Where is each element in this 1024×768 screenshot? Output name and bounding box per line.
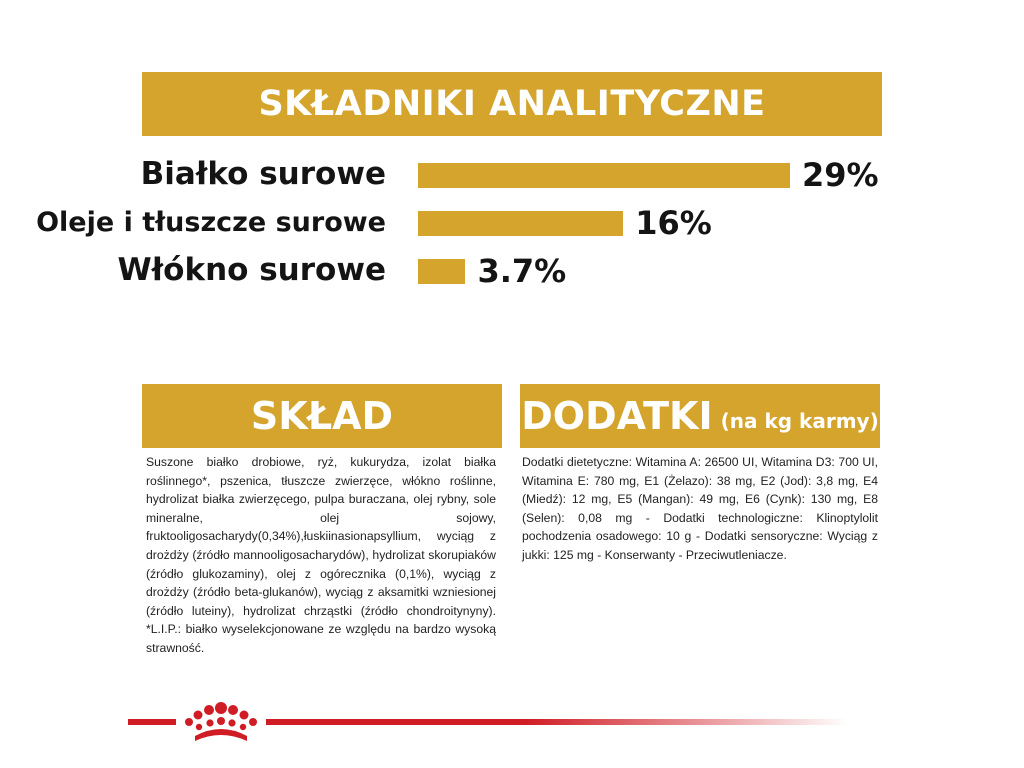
sklad-text: Suszone białko drobiowe, ryż, kukurydza, izolat białka roślinnego*, pszenica, tłuszcze zwierzęce, włókno roślinne, hydrolizat białka zwierzęcego, pulpa buraczana, olej rybny, sole mineralne, olej sojowy, fruktooligosacharydy(0,34%),łuskiinasionapsyllium, wyciąg z drożdży (źródło mannooligosacharydów), hydrolizat skorupiaków (źródło glukozaminy), olej z ogórecznika (0,1%), wyciąg z drożdży (źródło beta-glukanów), wyciąg z aksamitki wzniesionej (źródło luteiny), hydrolizat chrząstki (źródło chondroitynyny). *L.I.P.: białko wyselekcjonowane ze względu na bardzo wysoką strawność. [146, 455, 496, 655]
bar [418, 259, 465, 284]
royal-canin-crown-icon [176, 698, 266, 748]
bar-label: Włókno surowe [117, 252, 386, 288]
bar-value-label: 16% [635, 204, 712, 242]
sklad-title: SKŁAD [250, 394, 394, 438]
dodatki-title: DODATKI [521, 394, 713, 438]
bar-label: Oleje i tłuszcze surowe [36, 207, 386, 238]
bar [418, 163, 790, 188]
bar [418, 211, 623, 236]
bar-value-label: 3.7% [477, 252, 567, 290]
bar-label: Białko surowe [140, 156, 386, 192]
dodatki-title-banner [520, 384, 880, 448]
bar-value-label: 29% [802, 156, 879, 194]
analytic-title-banner [142, 72, 882, 136]
sklad-title-banner [142, 384, 502, 448]
dodatki-subtitle: (na kg karmy) [720, 409, 879, 433]
analytic-title: SKŁADNIKI ANALITYCZNE [258, 84, 766, 124]
dodatki-text: Dodatki dietetyczne: Witamina A: 26500 UI, Witamina D3: 700 UI, Witamina E: 780 mg, E1 (Żelazo): 38 mg, E2 (Jod): 3,8 mg, E4 (Miedź): 12 mg, E5 (Mangan): 49 mg, E6 (Cynk): 130 mg, E8 (Selen): 0,08 mg - Dodatki technologiczne: Klinoptylolit pochodzenia osadowego: 10 g - Dodatki sensoryczne: Wyciąg z jukki: 125 mg - Konserwanty - Przeciwutleniacze. [522, 455, 878, 562]
